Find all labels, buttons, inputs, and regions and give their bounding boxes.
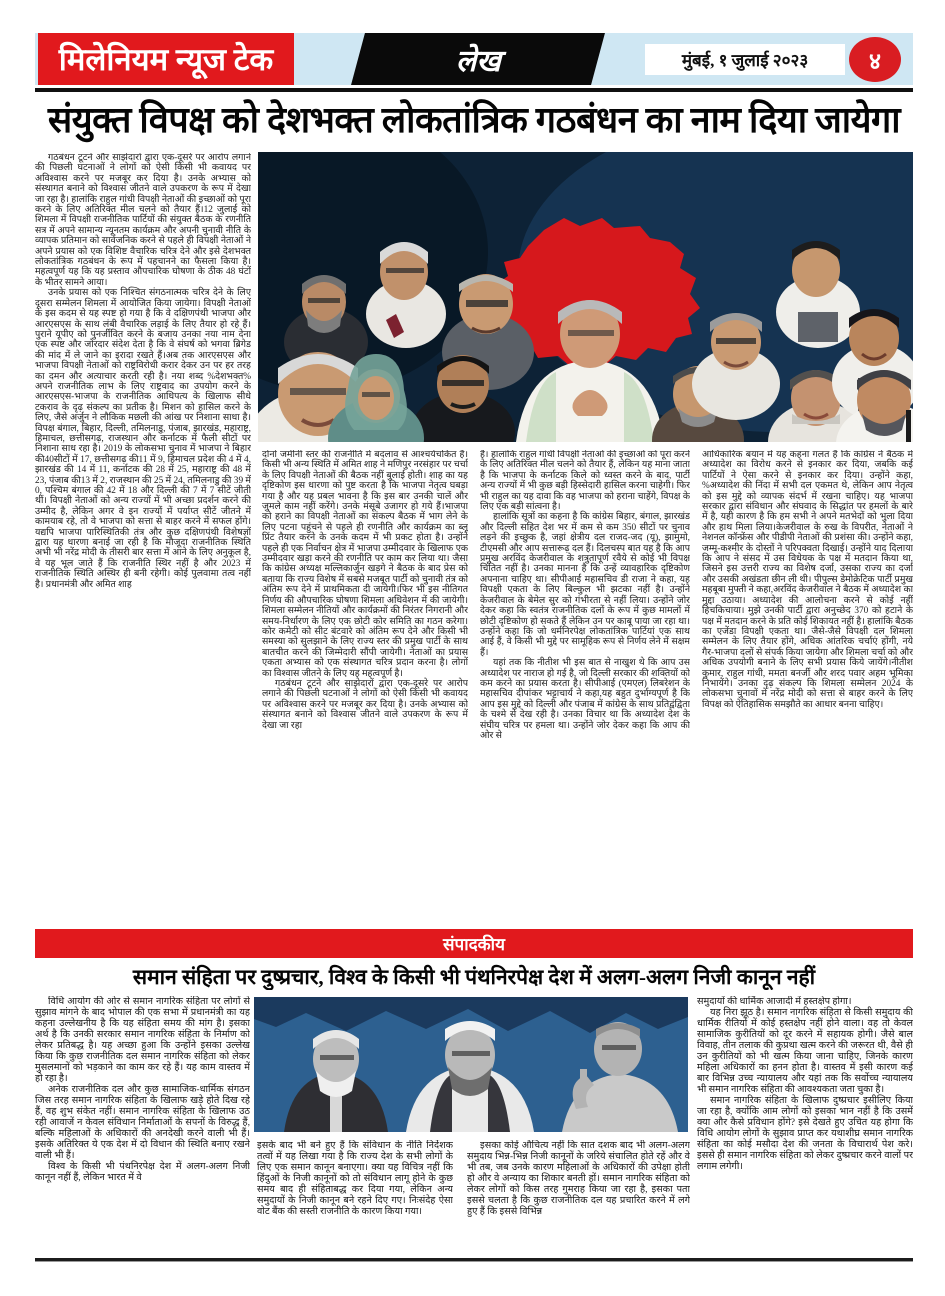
paragraph: अनेक राजनीतिक दल और कुछ सामाजिक-धार्मिक संगठन जिस तरह समान नागरिक संहिता के खिलाफ खड़े होते दिख रहे हैं, वह शुभ संकेत नहीं। समान नागरिक संहिता के खिलाफ उठ रही आवाजें न केवल संविधान निर्माताओं के सपनों के विरुद्ध हैं, बल्कि महिलाओं के अधिकारों की अनदेखी करने वाली भी हैं। इसके अतिरिक्त ये एक देश में दो विधान की स्थिति बनाए रखने वाली भी हैं। [35,1084,250,1161]
editorial-photo-svg [254,997,688,1132]
bottom-rule [35,1258,913,1262]
editorial-left-column [35,996,250,1248]
lead-column-3 [480,450,690,921]
paragraph: हालांकि सूत्रों का कहना है कि कांग्रेस बिहार, बंगाल, झारखंड और दिल्ली सहित देश भर में कम से कम 350 सीटों पर चुनाव लड़ने की इच्छुक है, जहां क्षेत्रीय दल राजद-जद (यू), झामुमो, टीएमसी और आप सत्तारूढ़ दल हैं। दिलचस्प बात यह है कि आप प्रमुख अरविंद केजरीवाल के शत्रुतापूर्ण रवैये से कोई भी विपक्ष चिंतित नहीं है। उनका मानना है कि उन्हें व्यावहारिक दृष्टिकोण अपनाना चाहिए था। सीपीआई महासचिव डी राजा ने कहा, यह विपक्षी एकता के लिए बिल्कुल भी झटका नहीं है। उन्होंने केजरीवाल के बेमेल सुर को गंभीरता से नहीं लिया। उन्होंने जोर देकर कहा कि स्वतंत्र राजनीतिक दलों के रूप में कुछ मामलों में छोटी दृष्टिकोण हो सकते हैं लेकिन उन पर काबू पाया जा रहा था। उन्होंने कहा कि जो धर्मनिरपेक्ष लोकतांत्रिक पार्टियां एक साथ आई हैं, वे किसी भी मुद्दे पर सामूहिक रूप से निर्णय लेने में सक्षम हैं। [480,512,690,658]
paragraph: दोनों जमीनी स्तर की राजनीति में बदलाव से आश्चर्यचकित हैं।किसी भी अन्य स्थिति में अमित शाह ने मणिपुर नरसंहार पर चर्चा के लिए विपक्षी नेताओं की बैठक नहीं बुलाई होती। शाह का यह दृष्टिकोण इस धारणा को पुष्ट करता है कि भाजपा नेतृत्व घबड़ा गया है और यह प्रबल भावना है कि इस बार उनकी चालें और जुमले काम नहीं करेंगे। उनके मंसूबे उजागर हो गये हैं।भाजपा को हराने का विपक्षी नेताओं का संकल्प बैठक में भाग लेने के लिए पटना पहुंचने से पहले ही रणनीति और कार्यक्रम का ब्लू प्रिंट तैयार करने के उनके कदम में भी प्रकट होता है। उन्होंने पहले ही एक निर्वाचन क्षेत्र में भाजपा उम्मीदवार के खिलाफ एक उम्मीदवार खड़ा करने की रणनीति पर काम कर लिया था। जैसा कि कांग्रेस अध्यक्ष मल्लिकार्जुन खड़गे ने बैठक के बाद प्रेस को बताया कि राज्य विशेष में सबसे मजबूत पार्टी को चुनावी तंत्र को अंतिम रूप देने में प्राथमिकता दी जायेगी।फिर भी इस नीतिगत निर्णय की औपचारिक घोषणा शिमला अधिवेशन में की जायेगी। शिमला सम्मेलन नीतियों और कार्यक्रमों की निरंतर निगरानी और समय-निर्धारण के लिए एक छोटी कोर समिति का गठन करेगा। कोर कमेटी को सीट बंटवारे को अंतिम रूप देने और किसी भी समस्या को सुलझाने के लिए राज्य स्तर की प्रमुख पार्टी के साथ बातचीत करने की जिम्मेदारी सौंपी जायेगी। नेताओं का प्रयास एकता अभ्यास को एक संस्थागत चरित्र प्रदान करना है। लोगों का विश्वास जीतने के लिए यह महत्वपूर्ण है। [262,450,468,679]
paragraph: विधि आयोग की ओर से समान नागरिक संहिता पर लोगों से सुझाव मांगने के बाद भोपाल की एक सभा में प्रधानमंत्री का यह कहना उल्लेखनीय है कि यह संहिता समय की मांग है। इसका अर्थ है कि उनकी सरकार समान नागरिक संहिता के निर्माण को लेकर प्रतिबद्ध है। यह अच्छा हुआ कि उन्होंने इसका उल्लेख किया कि कुछ राजनीतिक दल समान नागरिक संहिता को लेकर मुसलमानों को भड़काने का काम कर रहे हैं। यह काम वास्तव में हो रहा है। [35,996,250,1084]
lead-column-2 [262,450,468,921]
date-box: मुंबई, १ जुलाई २०२३ [645,44,845,75]
paragraph: आधिकारिक बयान में यह कहना गलत है कि कांग्रेस ने बैठक में अध्यादेश का विरोध करने से इनकार कर दिया, जबकि कई पार्टियों ने ऐसा करने से इनकार कर दिया। उन्होंने कहा, %अध्यादेश की निंदा में सभी दल एकमत थे, लेकिन आप नेतृत्व को इस मुद्दे को व्यापक संदर्भ में रखना चाहिए। यह भाजपा सरकार द्वारा संविधान और संघवाद के सिद्धांत पर हमलों के बारे में है, यही कारण है कि हम सभी ने अपने मतभेदों को भुला दिया और हाथ मिला लिया।केजरीवाल के रुख के विपरीत, नेताओं ने नेशनल कॉन्फ्रेंस और पीडीपी नेताओं की प्रशंसा की। उन्होंने कहा, जम्मू-कश्मीर के दोस्तों ने परिपक्वता दिखाई। उन्होंने याद दिलाया कि आप ने संसद में उस विधेयक के पक्ष में मतदान किया था, जिसने इस उत्तरी राज्य का विशेष दर्जा, उसका राज्य का दर्जा और उसकी अखंडता छीन ली थी। पीपुल्स डेमोक्रेटिक पार्टी प्रमुख महबूबा मुफ्ती ने कहा,अरविंद केजरीवाल ने बैठक में अध्यादेश का मुद्दा उठाया। अध्यादेश की आलोचना करने से कोई नहीं हिचकिचाया। मुझे उनकी पार्टी द्वारा अनुच्छेद 370 को हटाने के पक्ष में मतदान करने के प्रति कोई शिकायत नहीं है। हालांकि बैठक का एजेंडा विपक्षी एकता था। जैसे-जैसे विपक्षी दल शिमला सम्मेलन के लिए तैयार होंगे, अधिक आंतरिक चर्चाएं होंगी, नये गैर-भाजपा दलों से संपर्क किया जायेगा और शिमला चर्चा को और अधिक उपयोगी बनाने के लिए सभी प्रयास किये जायेंगे।नीतीश कुमार, राहुल गांधी, ममता बनर्जी और शरद पवार अहम भूमिका निभायेंगे। उनका दृढ़ संकल्प कि शिमला सम्मेलन 2024 के लोकसभा चुनावों में नरेंद्र मोदी को सत्ता से बाहर करने के लिए विपक्ष को ऐतिहासिक समझौते का आधार बनना चाहिए। [702,450,913,710]
paragraph: है। हालांकि राहुल गांधी विपक्षी नेताओं की इच्छाओं को पूरा करने के लिए अतिरिक्त मील चलने को तैयार हैं, लेकिन यह माना जाता है कि भाजपा के कर्नाटक किले को ध्वस्त करने के बाद, पार्टी अन्य राज्यों में भी कुछ बड़ी हिस्सेदारी हासिल करना चाहेगी। फिर भी राहुल का यह दावा कि वह भाजपा को हराना चाहेंगे, विपक्ष के लिए एक बड़ी सांत्वना है। [480,450,690,513]
paragraph: समान नागरिक संहिता के खिलाफ दुष्प्रचार इसीलिए किया जा रहा है, क्योंकि आम लोगों को इसका भान नहीं है कि उसमें क्या और कैसे प्रविधान होंगे? इसे देखते हुए उचित यह होगा कि विधि आयोग लोगों के सुझाव प्राप्त कर यथाशीघ्र समान नागरिक संहिता का कोई मसौदा देश की जनता के विचारार्थ पेश करे। इससे ही समान नागरिक संहिता को लेकर दुष्प्रचार करने वालों पर लगाम लगेगी। [697,1095,913,1172]
collage-svg [258,152,913,442]
editorial-banner-label: संपादकीय [443,935,505,954]
editorial-banner [35,929,913,958]
newspaper-name-box [38,33,294,85]
editorial-mid-right-column [467,1140,690,1252]
editorial-right-column [697,996,913,1248]
paragraph: उनके प्रयास को एक निश्चित संगठनात्मक चरित्र देने के लिए दूसरा सम्मेलन शिमला में आयोजित किया जायेगा। विपक्षी नेताओं के इस कदम से यह स्पष्ट हो गया है कि वे दक्षिणपंथी भाजपा और आरएसएस के साथ लंबी वैचारिक लड़ाई के लिए तैयार हो रहे हैं। पुराने यूपीए को पुनर्जीवित करने के बजाय उनका नया नाम देना एक स्पष्ट और जोरदार संदेश देता है कि वे संघर्ष को भगवा ब्रिगेड की मांद में ले जाने का इरादा रखते हैं।अब तक आरएसएस और भाजपा विपक्षी नेताओं को राष्ट्रविरोधी करार देकर उन पर हर तरह का दमन और अत्याचार करती रही है। नया शब्द %देशभक्त% अपने राजनीतिक लाभ के लिए राष्ट्रवाद का उपयोग करने के आरएसएस-भाजपा के राजनीतिक आधिपत्य के खिलाफ सीधे टकराव के दृढ़ संकल्प का प्रतीक है। मिशन को हासिल करने के लिए, जैसे अर्जुन ने लौकिक मछली की आंख पर निशाना साधा है।विपक्ष बंगाल, बिहार, दिल्ली, तमिलनाडु, पंजाब, झारखंड, महाराष्ट्र, हिमाचल, छत्तीसगढ़, राजस्थान और कर्नाटक में फैली सीटों पर निशाना साध रहा है। 2019 के लोकसभा चुनाव में भाजपा ने बिहार की40सीटों में 17, छत्तीसगढ़ की11 में 9, हिमाचल प्रदेश की 4 में 4, झारखंड की 14 में 11, कर्नाटक की 28 में 25, महाराष्ट्र की 48 में 23, पंजाब की13 में 2, राजस्थान की 25 में 24, तमिलनाडु की 39 में 0, पश्चिम बंगाल की 42 में 18 और दिल्ली की 7 में 7 सीटें जीती थीं। विपक्षी नेताओं को अन्य राज्यों में भी अच्छा प्रदर्शन करने की उम्मीद है, लेकिन अगर वे इन राज्यों में पर्याप्त सीटें जीतने में कामयाब रहे, तो वे भाजपा को सत्ता से बाहर करने में सफल होंगे।यद्यपि भाजपा पारिस्थितिकी तंत्र और कुछ दक्षिणपंथी विशेषज्ञों द्वारा यह धारणा बनाई जा रही है कि मौजूदा राजनीतिक स्थिति अभी भी नरेंद्र मोदी के तीसरी बार सत्ता में आने के लिए अनुकूल है, वे यह भूल जाते हैं कि राजनीति स्थिर नहीं है और 2023 में राजनीतिक स्थिति अस्थिर ही बनी रहेगी। कोई पुलवामा तत्व नहीं है। प्रधानमंत्री और अमित शाह [35,288,251,590]
page-number-badge: ४ [849,37,901,82]
newspaper-name: मिलेनियम न्यूज टेक [58,41,274,77]
lead-column-4 [702,450,913,921]
editorial-headline: समान संहिता पर दुष्प्रचार, विश्व के किसी भी पंथनिरपेक्ष देश में अलग-अलग निजी कानून नहीं [132,965,816,989]
paragraph: यहां तक कि नीतीश भी इस बात से नाखुश थे कि आप उस अध्यादेश पर नाराज हो गई है, जो दिल्ली सरकार की शक्तियों को कम करने का प्रयास करता है। सीपीआई (एमएल) लिबरेशन के महासचिव दीपांकर भट्टाचार्य ने कहा,यह बहुत दुर्भाग्यपूर्ण है कि आप इस मुद्दे को दिल्ली और पंजाब में कांग्रेस के साथ प्रतिद्वंद्विता के चश्मे से देख रही है। उनका विचार था कि अध्यादेश देश के संघीय चरित्र पर हमला था। उन्होंने जोर देकर कहा कि आप की ओर से [480,658,690,741]
section-tag [351,33,605,85]
paragraph: समुदायों की धार्मिक आजादी में हस्तक्षेप होगा। [697,996,852,1007]
paragraph: इसके बाद भी बने हुए हैं कि संविधान के नीति निर्देशक तत्वों में यह लिखा गया है कि राज्य देश के सभी लोगों के लिए एक समान कानून बनाएगा। क्या यह विचित्र नहीं कि हिंदुओं के निजी कानूनों को तो संविधान लागू होने के कुछ समय बाद ही संहिताबद्ध कर दिया गया, लेकिन अन्य समुदायों के निजी कानून बने रहने दिए गए। निःसंदेह ऐसा वोट बैंक की सस्ती राजनीति के कारण किया गया। [257,1140,453,1217]
paragraph: विश्व के किसी भी पंथनिरपेक्ष देश में अलग-अलग निजी कानून नहीं हैं, लेकिन भारत में वे [35,1161,250,1183]
lead-column-1 [35,153,251,921]
paragraph: यह निरा झूठ है। समान नागरिक संहिता से किसी समुदाय की धार्मिक रीतियों में कोई हस्तक्षेप नहीं होने वाला। वह तो केवल सामाजिक कुरीतियों को दूर करने में सहायक होगी। जैसे बाल विवाह, तीन तलाक की कुप्रथा खत्म करने की जरूरत थी, वैसे ही उन कुरीतियों को भी खत्म किया जाना चाहिए, जिनके कारण महिला अधिकारों का हनन होता है। वास्तव में इसी कारण कई बार विभिन्न उच्च न्यायालय और यहां तक कि सर्वोच्च न्यायालय भी समान नागरिक संहिता की आवश्यकता जता चुका है। [697,1007,913,1095]
lead-photo-collage [258,152,913,442]
section-label: लेख [455,44,501,78]
lead-headline: संयुक्त विपक्ष को देशभक्त लोकतांत्रिक गठबंधन का नाम दिया जायेगा [47,100,901,140]
paragraph: इसका कोई औचित्य नहीं कि सात दशक बाद भी अलग-अलग समुदाय भिन्न-भिन्न निजी कानूनों के जरिये संचालित होते रहें और वे भी तब, जब उनके कारण महिलाओं के अधिकारों की उपेक्षा होती हो और वे अन्याय का शिकार बनती हों। समान नागरिक संहिता को लेकर लोगों को किस तरह गुमराह किया जा रहा है, इसका पता इससे चलता है कि कुछ राजनीतिक दल यह प्रचारित करने में लगे हुए हैं कि इससे विभिन्न [467,1140,690,1217]
editorial-photo [254,997,688,1132]
editorial-mid-left-column [257,1140,453,1252]
paragraph: गठबंधन टूटने और साझेदारों द्वारा एक-दूसरे पर आरोप लगाने की पिछली घटनाओं ने लोगों को ऐसी किसी भी कवायद पर अविश्वास करने पर मजबूर कर दिया है। उनके अभ्यास को संस्थागत बनाने को विश्वास जीतने वाले उपकरण के रूप में देखा जा रहा [262,678,468,731]
masthead-rule [35,88,913,92]
paragraph: गठबंधन टूटने और साझेदारों द्वारा एक-दूसरे पर आरोप लगाने की पिछली घटनाओं ने लोगों को ऐसी किसी भी कवायद पर अविश्वास करने पर मजबूर कर दिया है। उनके अभ्यास को संस्थागत बनाने को विश्वास जीतने वाले उपकरण के रूप में देखा जा रहा है। हालांकि राहुल गांधी विपक्षी नेताओं की इच्छाओं को पूरा करने के लिए अतिरिक्त मील चलने को तैयार हैं।12 जुलाई को शिमला में विपक्षी राजनीतिक पार्टियों की संयुक्त बैठक के रणनीति सत्र में अपने सामान्य न्यूनतम कार्यक्रम और अपनी चुनावी नीति के व्यापक प्रतिमान को सार्वजनिक करने से पहले ही विपक्षी नेताओं ने अपने प्रयास को एक विशिष्ट वैचारिक चरित्र देने और इसे देशभक्त लोकतांत्रिक गठबंधन के रूप में पहचानने का फैसला किया है। महत्वपूर्ण यह कि यह प्रस्ताव औपचारिक घोषणा के ठीक 48 घंटों के भीतर सामने आया। [35,153,251,288]
